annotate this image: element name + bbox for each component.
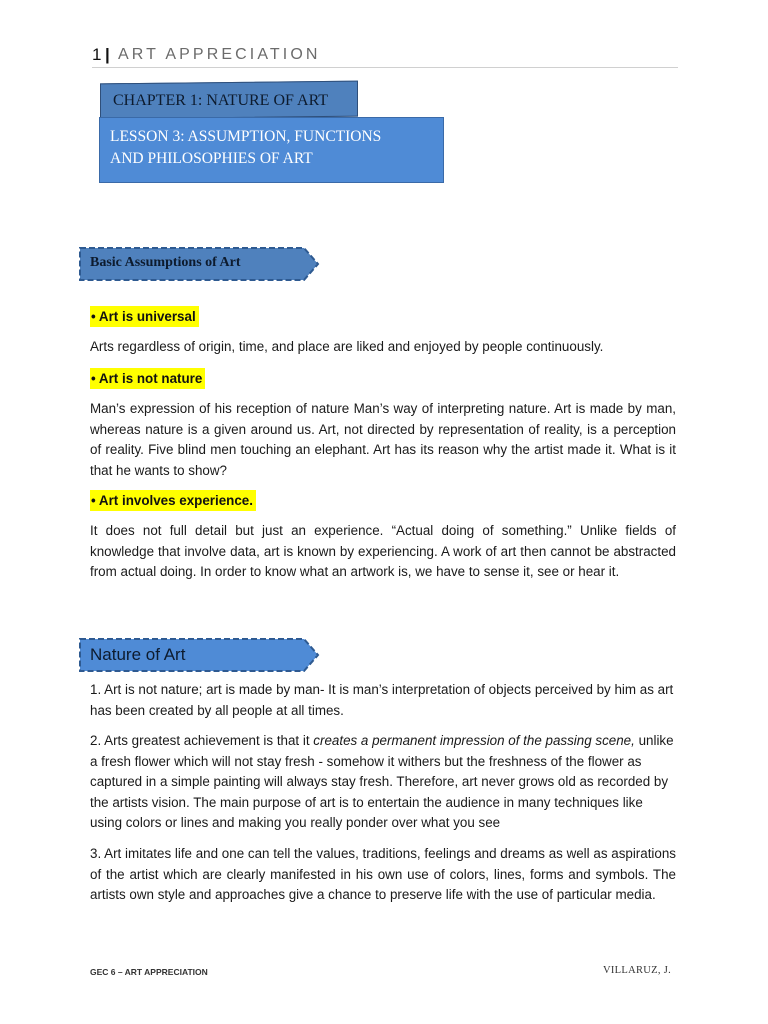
header-separator: | [105, 45, 110, 64]
footer-course: GEC 6 – ART APPRECIATION [90, 967, 208, 977]
italic-phrase: creates a permanent impression of the passing scene, [313, 733, 635, 748]
lesson-title-line-2: AND PHILOSOPHIES OF ART [110, 150, 313, 167]
paragraph: Arts regardless of origin, time, and place are liked and enjoyed by people continuously. [90, 339, 604, 354]
highlighted-point: • Art is not nature [90, 368, 205, 389]
chapter-title-box [100, 81, 358, 120]
paragraph: 3. Art imitates life and one can tell the values, traditions, feelings and dreams as well as aspirations of the artist which are clearly manifested in his own use of colors, lines, forms and symbols. The artists own style and approaches give a chance to preserve life with the use of particular media. [90, 846, 676, 903]
lesson-title-box [99, 117, 444, 183]
section-heading: Nature of Art [90, 645, 186, 664]
page-header [92, 45, 678, 67]
paragraph: 1. Art is not nature; art is made by man- It is man’s interpretation of objects perceived by him as art has been created by all people at all times. [90, 682, 674, 718]
lesson-title-line-1: LESSON 3: ASSUMPTION, FUNCTIONS [110, 128, 382, 145]
header-title: ART APPRECIATION [118, 46, 321, 63]
section-banner-basic-assumptions [78, 245, 322, 283]
footer-author: VILLARUZ, J. [603, 965, 672, 976]
paragraph-text: unlike a fresh flower which will not stay fresh - somehow it withers but the freshness of the flower as captured in a simple painting will always stay fresh. Therefore, art never grows old as recorded by the artists vision. The main purpose of art is to entertain the audience in many techniques like using colors or lines and making you really ponder over what you see [90, 733, 674, 831]
paragraph: Man’s expression of his reception of nature Man’s way of interpreting nature. Art is made by man, whereas nature is a given around us. Art, not directed by representation of reality, is a perception of reality. Five blind men touching an elephant. Art has its reason why the artist made it. What is it that he wants to show? [90, 401, 676, 478]
page-number: 1 [92, 45, 102, 64]
paragraph: It does not full detail but just an experience. “Actual doing of something.” Unlike fields of knowledge that involve data, art is known by experiencing. A work of art then cannot be abstracted from actual doing. In order to know what an artwork is, we have to sense it, see or hear it. [90, 523, 676, 580]
section-banner-nature-of-art [78, 636, 322, 674]
highlighted-point: • Art involves experience. [90, 490, 256, 511]
section-heading: Basic Assumptions of Art [90, 255, 241, 270]
paragraph-text: 2. Arts greatest achievement is that it [90, 733, 314, 748]
chapter-title: CHAPTER 1: NATURE OF ART [113, 92, 329, 110]
highlighted-point: • Art is universal [90, 306, 199, 327]
header-rule [92, 67, 678, 68]
paragraph [90, 731, 676, 834]
